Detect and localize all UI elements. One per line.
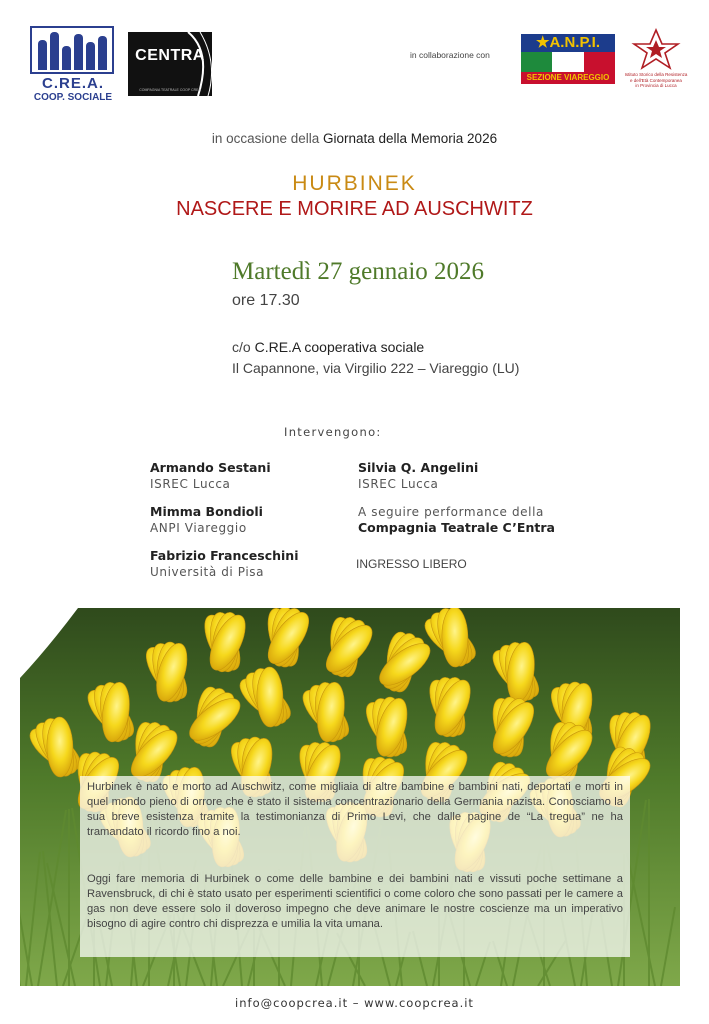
centra-logo xyxy=(128,32,212,96)
event-venue: c/o C.RE.A cooperativa sociale xyxy=(232,339,425,355)
contact-footer: info@coopcrea.it – www.coopcrea.it xyxy=(235,996,474,1010)
description-box xyxy=(80,776,630,957)
occasion-line: in occasione della Giornata della Memoria 2026 xyxy=(211,131,498,146)
speaker-item xyxy=(150,548,298,579)
speaker-org: ISREC Lucca xyxy=(150,477,231,491)
description-paragraph: Hurbinek è nato e morto ad Auschwitz, come migliaia di altre bambine e bambini nati, deportati e morti in quel mondo pieno di orrore che è stato il sistema concentrazionario della Germania nazista. Conosciamo la sua breve esistenza tramite la testimonianza di Primo Levi, che dalle pagine de “La tregua” ne ha tramandato il ricordo fino a noi. xyxy=(87,781,623,838)
speaker-name: Mimma Bondioli xyxy=(150,504,263,519)
italian-flag-icon xyxy=(521,52,615,72)
crea-logo-title: C.RE.A. xyxy=(41,75,104,92)
speaker-org: ANPI Viareggio xyxy=(150,521,247,535)
event-address: Il Capannone, via Virgilio 222 – Viareggio (LU) xyxy=(232,360,520,376)
free-entry-label: INGRESSO LIBERO xyxy=(356,557,467,571)
speaker-name: Silvia Q. Angelini xyxy=(358,460,479,475)
performance-company: Compagnia Teatrale C’Entra xyxy=(358,520,555,535)
performance-intro: A seguire performance della xyxy=(358,505,544,519)
centra-logo-subtitle: COMPAGNIA TEATRALE COOP CREA xyxy=(139,88,201,92)
event-time: ore 17.30 xyxy=(232,292,300,309)
red-star-icon xyxy=(626,28,686,72)
isrec-logo xyxy=(626,28,686,96)
event-subtitle: NASCERE E MORIRE AD AUSCHWITZ xyxy=(176,198,533,220)
speaker-item xyxy=(150,504,263,535)
anpi-logo-title: ★A.N.P.I. xyxy=(521,34,615,52)
speaker-item xyxy=(358,460,478,491)
occasion-highlight: Giornata della Memoria 2026 xyxy=(322,131,498,146)
speaker-org: Università di Pisa xyxy=(150,565,265,579)
crea-logo-subtitle: COOP. SOCIALE xyxy=(33,92,113,103)
centra-logo-word: CENTRA xyxy=(135,47,205,64)
event-date: Martedì 27 gennaio 2026 xyxy=(232,258,485,285)
isrec-logo-text: Istituto Storico della Resistenza e dell'Età Contemporanea in Provincia di Lucca xyxy=(624,72,688,88)
anpi-logo-subtitle: SEZIONE VIAREGGIO xyxy=(521,72,615,84)
anpi-logo xyxy=(521,34,615,86)
event-title: HURBINEK xyxy=(292,172,417,195)
crea-logo xyxy=(30,26,116,106)
speaker-name: Fabrizio Franceschini xyxy=(150,548,299,563)
speaker-name: Armando Sestani xyxy=(150,460,271,475)
speakers-heading: Intervengono: xyxy=(284,425,382,439)
collaboration-text: in collaborazione con xyxy=(410,50,490,60)
description-paragraph: Oggi fare memoria di Hurbinek o come delle bambine e dei bambini nati e vissuti poche settimane a Ravensbruck, di chi è stato usato per esperimenti scientifici o come coloro che sono passati per le camere a gas non deve essere solo il doveroso impegno che deve animare le nostre coscienze ma un imperativo bisogno di agire contro chi disprezza e umilia la vita umana. xyxy=(87,873,623,930)
speaker-item xyxy=(150,460,271,491)
performance-note xyxy=(358,505,555,535)
crea-logo-figures xyxy=(30,26,114,74)
speaker-org: ISREC Lucca xyxy=(358,477,439,491)
